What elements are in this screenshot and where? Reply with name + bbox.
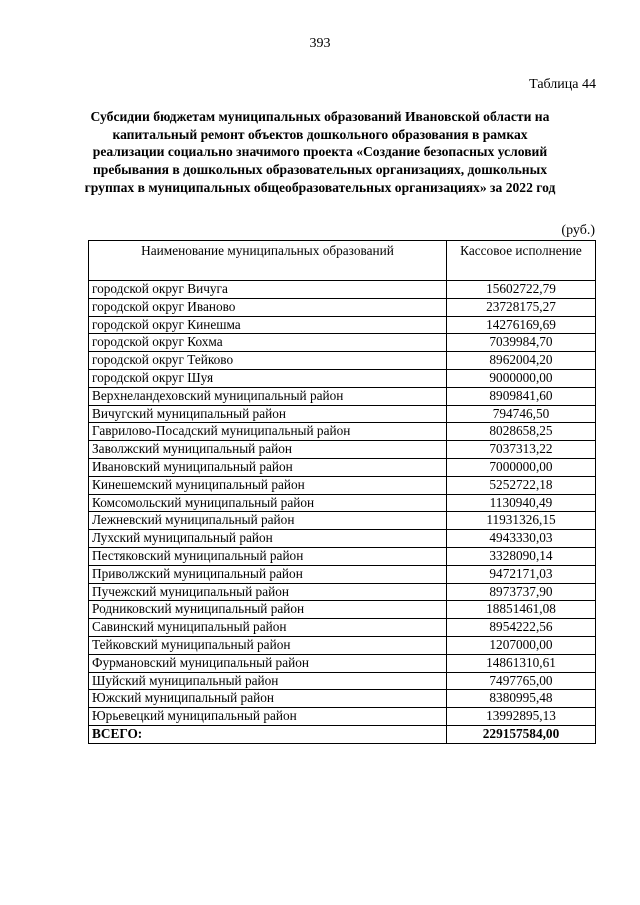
execution-value-cell: 1130940,49 (447, 494, 596, 512)
document-title: Субсидии бюджетам муниципальных образований Ивановской области на капитальный ремонт объектов дошкольного образования в рамках реализации социально значимого проекта «Создание безопасных условий пребывания в дошкольных образовательных организациях, дошкольных группах в муниципальных общеобразовательных организациях» за 2022 год (84, 109, 556, 195)
table-row (89, 316, 596, 334)
table-row (89, 369, 596, 387)
table-row (89, 690, 596, 708)
table-row (89, 654, 596, 672)
execution-value-cell: 7037313,22 (447, 441, 596, 459)
execution-value-cell: 7000000,00 (447, 458, 596, 476)
table-row (89, 636, 596, 654)
table-row (89, 458, 596, 476)
table-body (89, 281, 596, 744)
execution-value-cell: 11931326,15 (447, 512, 596, 530)
municipality-name-cell: городской округ Кинешма (89, 316, 447, 334)
table-header-row (89, 241, 596, 281)
execution-value-cell: 15602722,79 (447, 281, 596, 299)
table-row (89, 619, 596, 637)
execution-value-cell: 14861310,61 (447, 654, 596, 672)
table-row (89, 512, 596, 530)
column-header-name: Наименование муниципальных образований (89, 241, 447, 281)
municipality-name-cell: Верхнеландеховский муниципальный район (89, 387, 447, 405)
execution-value-cell: 8028658,25 (447, 423, 596, 441)
table-row (89, 281, 596, 299)
table-row (89, 298, 596, 316)
municipality-name-cell: Пестяковский муниципальный район (89, 547, 447, 565)
table-row (89, 601, 596, 619)
municipality-name-cell: Приволжский муниципальный район (89, 565, 447, 583)
execution-value-cell: 8954222,56 (447, 619, 596, 637)
execution-value-cell: 9472171,03 (447, 565, 596, 583)
municipality-name-cell: Тейковский муниципальный район (89, 636, 447, 654)
table-row (89, 352, 596, 370)
table-row (89, 547, 596, 565)
total-value-cell: 229157584,00 (447, 725, 596, 743)
execution-value-cell: 8909841,60 (447, 387, 596, 405)
municipality-name-cell: Пучежский муниципальный район (89, 583, 447, 601)
execution-value-cell: 23728175,27 (447, 298, 596, 316)
execution-value-cell: 4943330,03 (447, 530, 596, 548)
table-row (89, 494, 596, 512)
municipality-name-cell: Южский муниципальный район (89, 690, 447, 708)
table-row (89, 708, 596, 726)
table-label: Таблица 44 (529, 77, 596, 92)
municipality-name-cell: Заволжский муниципальный район (89, 441, 447, 459)
execution-value-cell: 5252722,18 (447, 476, 596, 494)
execution-value-cell: 8380995,48 (447, 690, 596, 708)
municipality-name-cell: Шуйский муниципальный район (89, 672, 447, 690)
table-row (89, 530, 596, 548)
municipality-name-cell: Гаврилово-Посадский муниципальный район (89, 423, 447, 441)
units-label: (руб.) (561, 223, 595, 238)
execution-value-cell: 9000000,00 (447, 369, 596, 387)
table-row (89, 583, 596, 601)
municipality-name-cell: Кинешемский муниципальный район (89, 476, 447, 494)
municipality-name-cell: городской округ Иваново (89, 298, 447, 316)
table-row (89, 405, 596, 423)
total-label-cell: ВСЕГО: (89, 725, 447, 743)
table-total-row (89, 725, 596, 743)
execution-value-cell: 13992895,13 (447, 708, 596, 726)
municipality-name-cell: Савинский муниципальный район (89, 619, 447, 637)
execution-value-cell: 7497765,00 (447, 672, 596, 690)
municipality-name-cell: Родниковский муниципальный район (89, 601, 447, 619)
municipality-name-cell: городской округ Шуя (89, 369, 447, 387)
execution-value-cell: 14276169,69 (447, 316, 596, 334)
municipality-name-cell: Лежневский муниципальный район (89, 512, 447, 530)
table-row (89, 476, 596, 494)
table-row (89, 672, 596, 690)
municipality-name-cell: Ивановский муниципальный район (89, 458, 447, 476)
execution-value-cell: 7039984,70 (447, 334, 596, 352)
municipality-name-cell: городской округ Кохма (89, 334, 447, 352)
execution-value-cell: 8973737,90 (447, 583, 596, 601)
municipality-name-cell: Вичугский муниципальный район (89, 405, 447, 423)
municipality-name-cell: Лухский муниципальный район (89, 530, 447, 548)
column-header-value: Кассовое исполнение (447, 241, 596, 281)
execution-value-cell: 3328090,14 (447, 547, 596, 565)
municipality-name-cell: городской округ Вичуга (89, 281, 447, 299)
municipality-name-cell: городской округ Тейково (89, 352, 447, 370)
table-row (89, 565, 596, 583)
subsidies-table (88, 240, 596, 744)
table-row (89, 387, 596, 405)
table-row (89, 441, 596, 459)
page-number: 393 (309, 36, 331, 51)
municipality-name-cell: Фурмановский муниципальный район (89, 654, 447, 672)
table-row (89, 334, 596, 352)
execution-value-cell: 8962004,20 (447, 352, 596, 370)
table-row (89, 423, 596, 441)
execution-value-cell: 18851461,08 (447, 601, 596, 619)
municipality-name-cell: Юрьевецкий муниципальный район (89, 708, 447, 726)
municipality-name-cell: Комсомольский муниципальный район (89, 494, 447, 512)
execution-value-cell: 794746,50 (447, 405, 596, 423)
execution-value-cell: 1207000,00 (447, 636, 596, 654)
